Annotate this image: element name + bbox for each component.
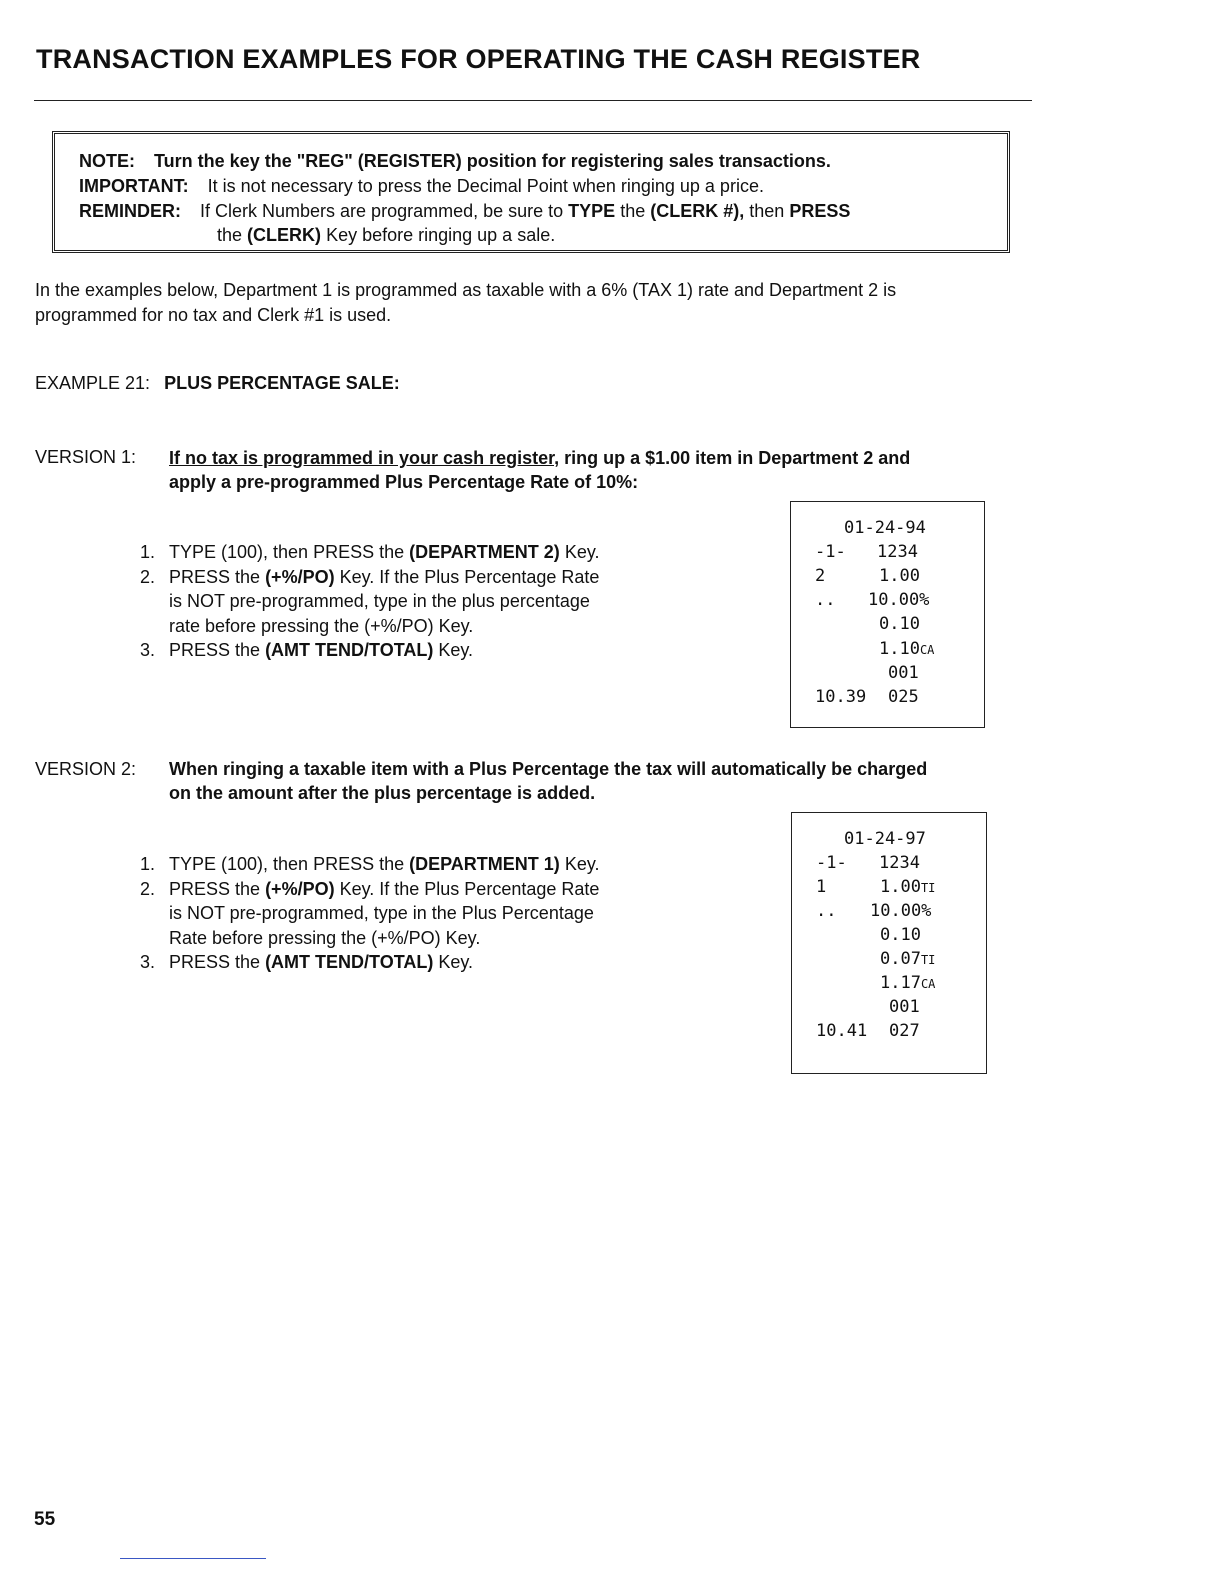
reminder-text-3: then (749, 201, 785, 221)
step (139, 638, 769, 663)
step-text: the (230, 878, 266, 899)
version2-steps (139, 852, 769, 975)
receipt-total-code: CA (920, 977, 936, 991)
reminder-type: TYPE (568, 201, 616, 221)
step-text: (100), then (216, 542, 314, 562)
step-text: PRESS (169, 952, 231, 972)
step-text: Key. (433, 640, 474, 660)
receipt-tax-value: 0.07 (880, 949, 921, 969)
reminder-clerk-num: (CLERK #), (650, 201, 745, 221)
important-label: IMPORTANT: (79, 176, 189, 196)
step-text: PRESS (169, 566, 231, 587)
receipt-consecutive: 1234 (879, 853, 920, 873)
receipt-sequence: 027 (889, 1021, 920, 1041)
receipt-pct-marker: .. (816, 901, 837, 921)
step-text: is NOT pre-programmed, type in the plus percentage (169, 591, 590, 611)
reminder-line2-b: Key before ringing up a sale. (326, 225, 556, 245)
step-text: PRESS (169, 640, 231, 660)
version1-underlined: If no tax is programmed in your cash register, (169, 448, 560, 468)
receipt-total (879, 639, 934, 659)
important-text: It is not necessary to press the Decimal Point when ringing up a price. (207, 176, 764, 196)
step-number: 2. (139, 878, 155, 899)
page-number: 55 (34, 1509, 56, 1530)
receipt-sequence: 025 (888, 687, 919, 707)
receipt-consecutive: 1234 (877, 542, 918, 562)
step (139, 877, 769, 902)
version1-label: VERSION 1: (35, 447, 137, 467)
example-label: EXAMPLE 21: (35, 373, 151, 393)
step-text: Key. (433, 952, 474, 972)
step-text: TYPE (169, 854, 217, 874)
step-text: rate before pressing the (+%/PO) Key. (169, 615, 474, 636)
step (169, 614, 769, 639)
reminder-text-2: the (620, 201, 646, 221)
step-text: PRESS (313, 854, 375, 874)
reminder-text-1: If Clerk Numbers are programmed, be sure to (200, 201, 564, 221)
step-key: (DEPARTMENT 1) (409, 854, 560, 874)
receipt-date: 01-24-94 (844, 518, 926, 538)
receipt-clerk: -1- (816, 853, 847, 873)
step (139, 540, 769, 565)
receipt-percentage: 10.00% (870, 901, 932, 921)
reminder-line (79, 201, 850, 222)
receipt-clerk: -1- (815, 542, 846, 562)
receipt-tax (880, 949, 935, 969)
receipt-total (880, 973, 935, 993)
receipt-version2 (791, 812, 987, 1074)
step-number: 2. (139, 566, 155, 587)
reminder-line2-a: the (217, 225, 243, 245)
version1-text (169, 446, 1049, 494)
step (139, 852, 769, 877)
important-line (79, 176, 764, 197)
receipt-department: 2 (815, 566, 826, 586)
step-text: Key. (559, 854, 600, 874)
version2-line-1: When ringing a taxable item with a Plus Percentage the tax will automatically be charged (169, 759, 928, 779)
receipt-percentage: 10.00% (868, 590, 930, 610)
step-text: the (230, 952, 266, 972)
version1-text-1: ring up a $1.00 item in Department 2 and (564, 448, 911, 468)
receipt-time: 10.39 (815, 687, 867, 707)
version2-line-2: on the amount after the plus percentage is added. (169, 783, 596, 803)
receipt-time: 10.41 (816, 1021, 868, 1041)
receipt-department: 1 (816, 877, 827, 897)
step-text: PRESS (313, 542, 375, 562)
intro-line-1: In the examples below, Department 1 is programmed as taxable with a 6% (TAX 1) rate and Department 2 is (35, 280, 897, 300)
receipt-total-value: 1.17 (880, 973, 921, 993)
step-text: the (374, 542, 410, 562)
receipt-total-value: 1.10 (879, 639, 920, 659)
receipt-version1 (790, 501, 985, 728)
version2-text (169, 757, 1049, 805)
intro-paragraph (35, 278, 1040, 328)
step-number: 1. (139, 854, 155, 874)
version1-steps (139, 540, 769, 663)
step-text: the (230, 566, 266, 587)
receipt-pct-amount: 0.10 (880, 925, 921, 945)
receipt-amount (880, 877, 935, 897)
step-text: is NOT pre-programmed, type in the Plus Percentage (169, 903, 594, 923)
version1-line-2: apply a pre-programmed Plus Percentage Rate of 10%: (169, 472, 639, 492)
step-text: the (374, 854, 410, 874)
step (169, 926, 769, 951)
step-text: Rate before pressing the (+%/PO) Key. (169, 927, 481, 948)
step-key: (DEPARTMENT 2) (409, 542, 560, 562)
receipt-total-code: CA (919, 643, 935, 657)
step-text: PRESS (169, 878, 231, 899)
step-text: Key. (559, 542, 600, 562)
note-line (79, 151, 831, 172)
note-text: Turn the key the "REG" (REGISTER) position for registering sales transactions. (154, 151, 831, 171)
note-box (52, 131, 1010, 253)
note-label: NOTE: (79, 151, 135, 171)
step (169, 901, 769, 926)
receipt-date: 01-24-97 (844, 829, 926, 849)
step-text: TYPE (169, 542, 217, 562)
example-name: PLUS PERCENTAGE SALE: (164, 373, 400, 393)
reminder-label: REMINDER: (79, 201, 181, 221)
step-number: 3. (139, 952, 155, 972)
step-key: (AMT TEND/TOTAL) (265, 640, 434, 660)
receipt-amount-code: TI (920, 881, 936, 895)
receipt-pct-amount: 0.10 (879, 614, 920, 634)
step-text: Key. If the Plus Percentage Rate (334, 566, 600, 587)
receipt-amount-value: 1.00 (880, 877, 921, 897)
receipt-tax-code: TI (920, 953, 936, 967)
receipt-count: 001 (888, 663, 919, 683)
footer-rule (120, 1558, 266, 1559)
step (139, 565, 769, 590)
reminder-clerk-key: (CLERK) (247, 225, 322, 245)
step-text: Key. If the Plus Percentage Rate (334, 878, 600, 899)
intro-line-2: programmed for no tax and Clerk #1 is used. (35, 305, 392, 325)
title-divider (34, 100, 1032, 101)
step-key: (+%/PO) (265, 566, 335, 587)
step-text: the (230, 640, 266, 660)
reminder-press: PRESS (789, 201, 851, 221)
step (139, 950, 769, 975)
version1-line-1 (169, 446, 1049, 470)
example-heading (35, 373, 400, 394)
step-key: (+%/PO) (265, 878, 335, 899)
step-number: 1. (139, 542, 155, 562)
receipt-count: 001 (889, 997, 920, 1017)
step (169, 589, 769, 614)
step-number: 3. (139, 640, 155, 660)
version2-label: VERSION 2: (35, 759, 137, 779)
receipt-amount: 1.00 (879, 566, 920, 586)
step-key: (AMT TEND/TOTAL) (265, 952, 434, 972)
step-text: (100), then (216, 854, 314, 874)
reminder-line-2 (217, 225, 555, 246)
receipt-pct-marker: .. (815, 590, 836, 610)
page-title: TRANSACTION EXAMPLES FOR OPERATING THE CASH REGISTER (36, 44, 921, 74)
